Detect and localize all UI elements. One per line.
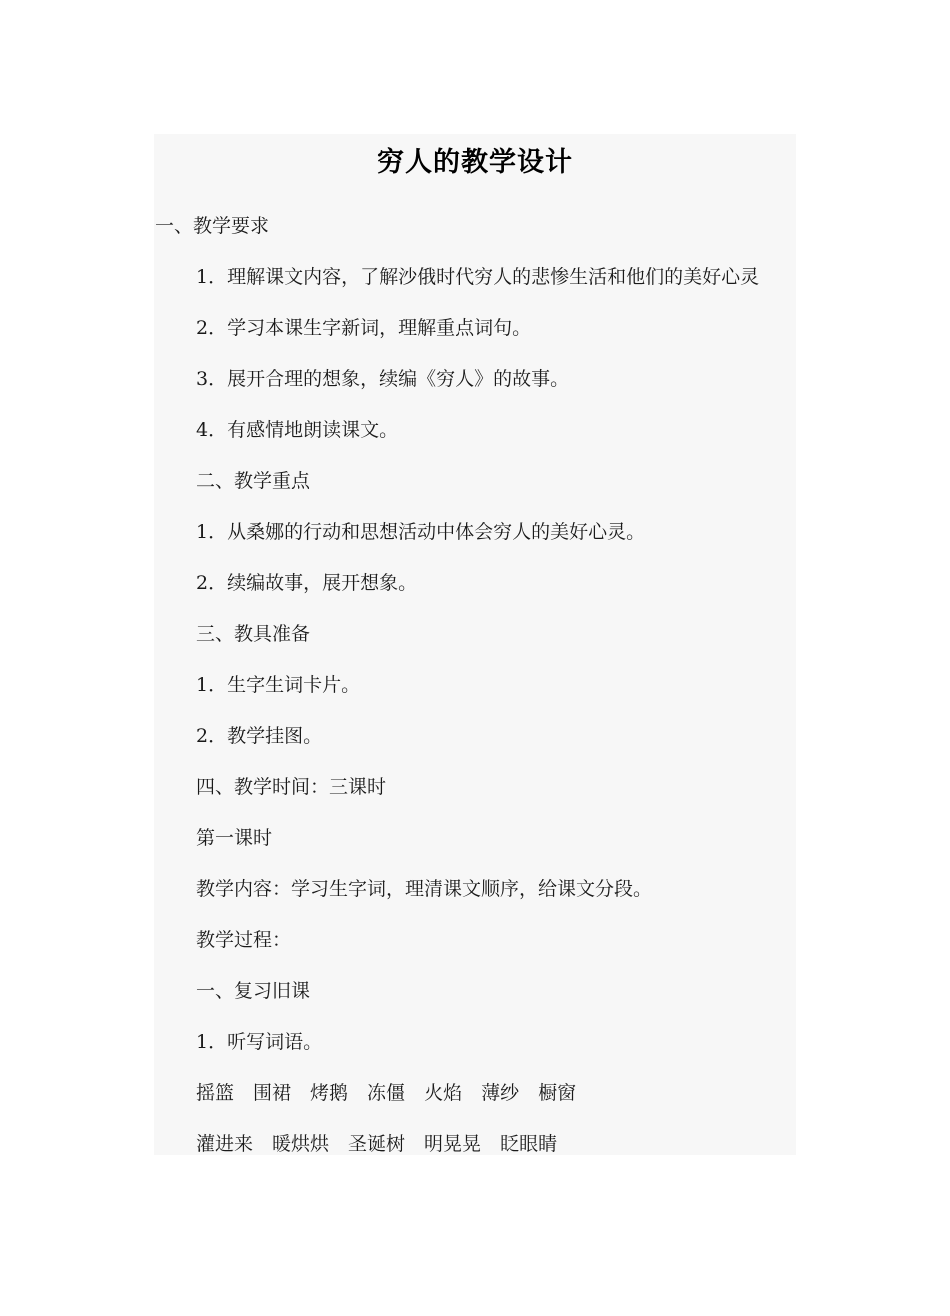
document-title: 穷人的教学设计 bbox=[377, 147, 573, 178]
vocab-word: 橱窗 bbox=[538, 1082, 577, 1104]
lesson-heading-first: 第一课时 bbox=[196, 827, 273, 849]
vocab-word: 眨眼睛 bbox=[500, 1133, 558, 1155]
requirement-item-1: 1．理解课文内容，了解沙俄时代穷人的悲惨生活和他们的美好心灵 bbox=[196, 266, 760, 288]
lesson-process-heading: 教学过程： bbox=[196, 929, 292, 951]
vocab-word: 明晃晃 bbox=[424, 1133, 482, 1155]
vocab-word: 围裙 bbox=[253, 1082, 292, 1104]
section-heading-teaching-requirements: 一、教学要求 bbox=[155, 215, 270, 237]
requirement-item-3: 3．展开合理的想象，续编《穷人》的故事。 bbox=[196, 368, 570, 390]
vocab-word: 烤鹅 bbox=[310, 1082, 349, 1104]
requirement-item-2: 2．学习本课生字新词，理解重点词句。 bbox=[196, 317, 532, 339]
teaching-aid-item-1: 1．生字生词卡片。 bbox=[196, 674, 361, 696]
vocab-word: 圣诞树 bbox=[348, 1133, 406, 1155]
vocab-word: 暖烘烘 bbox=[272, 1133, 330, 1155]
step-item-dictation: 1．听写词语。 bbox=[196, 1031, 323, 1053]
step-heading-review: 一、复习旧课 bbox=[196, 980, 311, 1002]
section-heading-key-points: 二、教学重点 bbox=[196, 470, 311, 492]
lesson-content: 教学内容：学习生字词，理清课文顺序，给课文分段。 bbox=[196, 878, 653, 900]
vocab-word: 摇篮 bbox=[196, 1082, 235, 1104]
key-point-item-2: 2．续编故事，展开想象。 bbox=[196, 572, 418, 594]
vocab-word: 冻僵 bbox=[367, 1082, 406, 1104]
vocab-word: 火焰 bbox=[424, 1082, 463, 1104]
vocab-row-1 bbox=[196, 1079, 576, 1107]
section-heading-teaching-aids: 三、教具准备 bbox=[196, 623, 311, 645]
vocab-row-2 bbox=[196, 1130, 557, 1158]
vocab-word: 薄纱 bbox=[481, 1082, 520, 1104]
section-heading-teaching-time: 四、教学时间：三课时 bbox=[196, 776, 387, 798]
key-point-item-1: 1．从桑娜的行动和思想活动中体会穷人的美好心灵。 bbox=[196, 521, 646, 543]
teaching-aid-item-2: 2．教学挂图。 bbox=[196, 725, 323, 747]
requirement-item-4: 4．有感情地朗读课文。 bbox=[196, 419, 399, 441]
vocab-word: 灌进来 bbox=[196, 1133, 254, 1155]
